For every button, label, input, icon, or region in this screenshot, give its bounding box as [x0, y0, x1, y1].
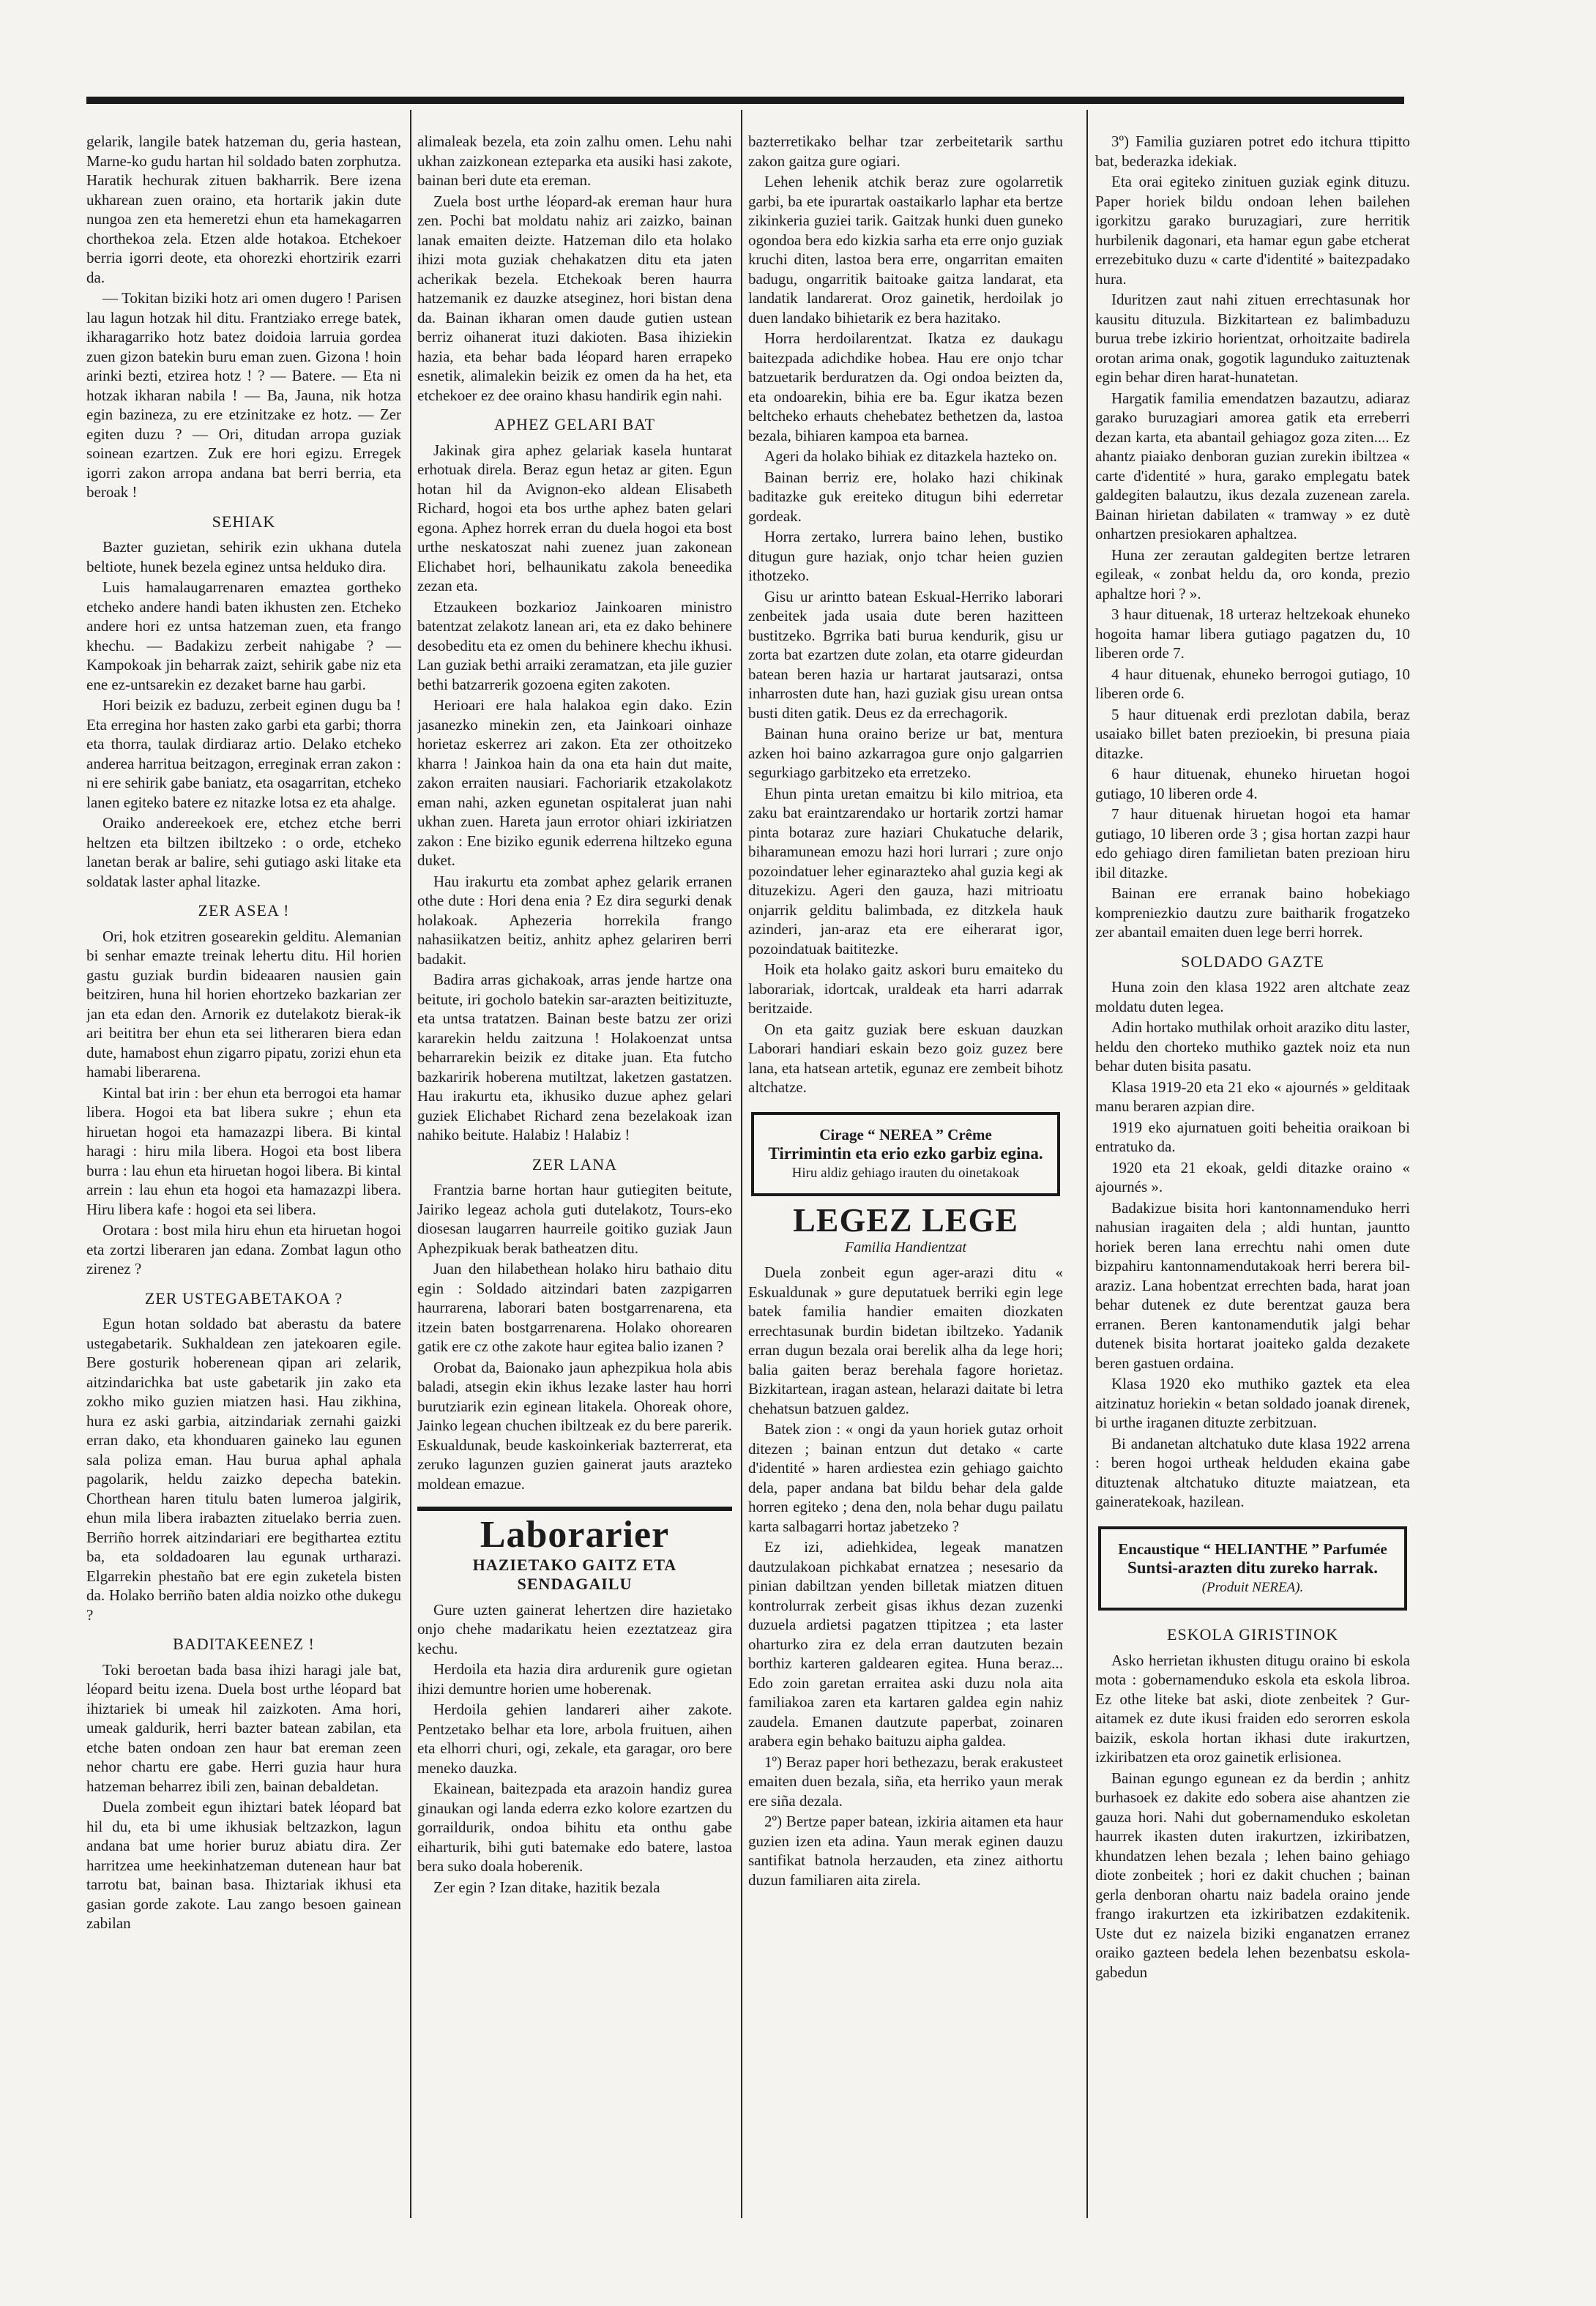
- paragraph: Luis hamalaugarrenaren emaztea gortheko etcheko andere handi baten ikhusten zen. Etcheko andere hori ez untsa hatzeman zuen, eta frango khechu. — Badakizu zerbeit nahigabe ? — Kampokoak jin beharrak zaizt, sehirik gabe niz eta ene ez-untsarekin ez dezaket barne hau garbi.: [86, 578, 401, 693]
- paragraph: Eta orai egiteko zinituen guziak egink dituzu. Paper horiek bildu ondoan lehen bailehen igorkitzu garako buruzagiari, zure herritik hurbilenik dagonari, eta hamar egun gabe etcherat errezebituko duzu « carte d'identité » baitezpadako hura.: [1095, 173, 1410, 288]
- paragraph: — Tokitan biziki hotz ari omen dugero ! Parisen lau lagun hotzak hil ditu. Frantziako errege batek, ikharagarriko hotz batez doidoia larruia gordea zuen gizon batekin buru eman zuen. Gizona ! hoin arinki bezti, etzirea hotz ! ? — Batere. — Eta ni hotzak ikharan nabila ! — Ba, Jauna, nik hotza egin bazineza, zu ere etzinitzake ez hotz. — Zer egiten duzu ? — Ori, ditudan arropa guziak soinean ezartzen. Zuk ere hori egizu. Erregek igorri zakon arropa andana bat berri berria, eta beroak !: [86, 289, 401, 501]
- paragraph: Horra zertako, lurrera baino lehen, bustiko ditugun gure haziak, onjo tchar heien guzien ithotzeko.: [748, 528, 1063, 584]
- paragraph: Orotara : bost mila hiru ehun eta hiruetan hogoi eta zortzi liberaren jan edana. Zombat lagun otho zirenez ?: [86, 1221, 401, 1277]
- paragraph: bazterretikako belhar tzar zerbeitetarik sarthu zakon gaitza gure ogiari.: [748, 133, 1063, 170]
- paragraph: Hori beizik ez baduzu, zerbeit eginen dugu ba ! Eta erregina hor hasten zako garbi eta garbi; thorra eta thorra, taulak dirdiaraz artio. Delako etcheko anderea harritua beitzagon, erreginak erran zakon : ni ere sehirik gabe baniatz, eta osagarritan, etcheko lanen egiteko batere ez nitazke lotsa ez eta ahalge.: [86, 696, 401, 811]
- paragraph: Huna zer zerautan galdegiten bertze letraren egileak, « zonbat heldu da, oro konda, prezio aphaltze hori ? ».: [1095, 545, 1410, 602]
- paragraph: Juan den hilabethean holako hiru bathaio ditu egin : Soldado aitzindari baten zazpigarren haurrarena, laborari baten bostgarrenarena, eta itzein baten bostgarrenarena. Holako ohorearen gatik ere cz othe zakote haur egitea balio izanen ?: [417, 1260, 732, 1355]
- section-heading: APHEZ GELARI BAT: [493, 415, 656, 433]
- paragraph: Bainan huna oraino berize ur bat, mentura azken hoi baino azkarragoa gure onjo galgarrien segurkiago garbitzeko eta erretzeko.: [748, 725, 1063, 781]
- paragraph: Gure uzten gainerat lehertzen dire hazietako onjo chehe madarikatu heien ezeztatzeaz gira kechu.: [417, 1600, 732, 1657]
- paragraph: Orobat da, Baionako jaun aphezpikua hola abis baladi, atsegin ekin ikhus lezake laster hau horri burutziarik ezin eginean litakela. Ohoreak ohore, Jainko legean chuchen ibiltzeak ez du bere parerik. Eskualdunak, beude kaskoinkeriak bazterrerat, eta zeruko lagunzen guzien gainerat jauts arazteko moldean emazue.: [417, 1358, 732, 1493]
- paragraph: Zer egin ? Izan ditake, hazitik bezala: [433, 1878, 660, 1896]
- ad-text: Hiru aldiz gehiago irauten du oinetakoak: [791, 1165, 1020, 1181]
- paragraph: Bainan ere erranak baino hobekiago kompreniezkio dautzu zure baitharik frogatzeko zer abantail emaiten duen lege berri horrek.: [1095, 884, 1410, 941]
- paragraph: gelarik, langile batek hatzeman du, geria hastean, Marne-ko gudu hartan hil soldado baten zorphutza. Haratik hechurak zituen bakharrik. Bere izena ukharean zuen oraino, eta hortarik jakin dute nungoa zen eta hemeretzi ehun eta hamekagarren chorthekoa zela. Etzen alde hotakoa. Etchekoer berria igorri deote, eta ohorezki ehortzirik ezarri da.: [86, 133, 401, 286]
- paragraph: Bainan egungo egunean ez da berdin ; anhitz burhasoek ez dakite edo sobera aise ahantzen zie gauza hori. Nahi dut gobernamenduko eskoletan haurrek ikasten duten irakurtzen, izkiribatzen, khundatzen lehen bezala ; lehen baino gehiago diote zonbeitek ; hori ez dakit chuchen ; bainan gerla denboran ohartu naiz badela oraino jende frango irakurtzen eta izkiribatzen ezdakitenik. Uste dut ez naizela biziki enganatzen erranez oraiko gazteen bedela lehen bezenbatsu eskola-gabedun: [1095, 1769, 1410, 1981]
- paragraph: Hau irakurtu eta zombat aphez gelarik erranen othe dute : Hori dena enia ? Ez dira segurki denak holakoak. Aphezeria horrekila frango nahasiikatzen beitiz, anhitz aphez gelariren berri badakit.: [417, 872, 732, 968]
- paragraph: 4 haur dituenak, ehuneko berrogoi gutiago, 10 liberen orde 6.: [1095, 665, 1410, 702]
- ad-brand: Encaustique “ HELIANTHE ” Parfumée: [1118, 1540, 1387, 1558]
- column-divider: [410, 110, 411, 2218]
- paragraph: Ez izi, adiehkidea, legeak manatzen dautzulakoan pichkabat ernatzea ; nesesario da pinian dabiltzan yenden billetak miatzen dituen kontrolurrak zerbeit gisas ikhus dezan zuzenki duzuela ardietsi pagatzen ttipitzea ; eta laster oharturko zira ez dela erran dautzuten bezain borthiz karteren galdearen egitea. Huna beraz... Edo zoin garetan erraitea aski duzu nola aita familiakoa zaren eta kartaren galdea egin nahiz zaudela. Emanen dautzute paperbat, zoinaren arabera egin behako baituzu aipha galdea.: [748, 1538, 1063, 1750]
- paragraph: Etzaukeen bozkarioz Jainkoaren ministro batentzat zelakotz lanean ari, eta ez dako behinere desobeditu eta ez omen du behinere khechu ikhusi. Lan guziak bethi arraiki zeramatzan, eta jile guzier bethi batzarrerik gozoena egiten zakoten.: [417, 597, 732, 693]
- paragraph: On eta gaitz guziak bere eskuan dauzkan Laborari handiari eskain bezo goiz guzez bere lana, eta hatsean artetik, egunaz ere zembeit bihotz altchatze.: [748, 1020, 1063, 1096]
- paragraph: Ori, hok etzitren gosearekin gelditu. Alemanian bi senhar emazte treinak lehertu ditu. Hil horien gastu guziak burdin bideaaren nausien gain beitziren, huna hil horien ehortzeko bazkarian zer jan eta edan den. Arnorik ez dutelakotz bierak-ik ari beititra ber ehun eta sei litheraren biera edan dute, hamabost ehun zigarro pipatu, zorizi ehun eta hamabi liberarena.: [86, 927, 401, 1081]
- paragraph: Adin hortako muthilak orhoit araziko ditu laster, heldu den chorteko muthiko gaztek noiz eta nun behar duten bisita pasatu.: [1095, 1018, 1410, 1075]
- paragraph: Frantzia barne hortan haur gutiegiten beitute, Jairiko legeaz achola guti dutelakotz, Tours-eko diosesan laugarren haurreile goitiko guziak Jaun Aphezpikuak berak batheatzen ditu.: [417, 1181, 732, 1257]
- paragraph: 7 haur dituenak hiruetan hogoi eta hamar gutiago, 10 liberen orde 3 ; gisa hortan zazpi haur edo gehiago diren familietan baten prezioan hiru ibil ditazke.: [1095, 805, 1410, 881]
- paragraph: 1919 eko ajurnatuen goiti beheitia oraikoan bi entratuko da.: [1095, 1118, 1410, 1155]
- paragraph: Huna zoin den klasa 1922 aren altchate zeaz moldatu duten legea.: [1095, 978, 1410, 1015]
- paragraph: Bazter guzietan, sehirik ezin ukhana dutela beltiote, hunek bezela eginez untsa helduko dira.: [86, 538, 401, 575]
- paragraph: 1º) Beraz paper hori bethezazu, berak erakusteet emaiten duen bezala, siña, eta herriko yaun merak ere siña dezala.: [748, 1753, 1063, 1810]
- advertisement-helianthe: [1098, 1526, 1407, 1611]
- section-heading: ESKOLA GIRISTINOK: [1167, 1625, 1338, 1643]
- section-heading: ZER USTEGABETAKOA ?: [144, 1288, 343, 1307]
- paragraph: Herdoila eta hazia dira ardurenik gure ogietan ihizi demuntre horien ume hoberenak.: [417, 1660, 732, 1698]
- paragraph: 5 haur dituenak erdi prezlotan dabila, beraz usaiako billet baten prezioekin, bi presuna piaia ditazke.: [1095, 705, 1410, 762]
- section-heading: HAZIETAKO GAITZ ETA SENDAGAILU: [472, 1555, 677, 1593]
- paragraph: Zuela bost urthe léopard-ak ereman haur hura zen. Pochi bat moldatu nahiz ari zaizko, bainan lanak emaiten deizte. Hatzeman dilo eta holako ihizi mota guziak chehakatzen ditu eta jaten acherikak bezela. Etchekoak beren haurra hatzemanik ez dauzke atseginez, hori bistan dena da. Bainan ikharan omen daude gutien ustean berriz oihanerat ituzi dakioten. Basa ihiziekin hazia, eta behar bada léopard haren errapeko esnetik, alimalekin beizik ez omen da ha het, eta etchekoer ez dee oraino khasu handirik egin nahi.: [417, 192, 732, 404]
- section-subtitle: Familia Handientzat: [844, 1239, 967, 1255]
- column-divider: [741, 110, 742, 2218]
- column-3: [748, 132, 1063, 2233]
- paragraph: Herioari ere hala halakoa egin dako. Ezin jasanezko minekin zen, eta Jainkoari oinhaze horietaz eskerrez ari zakon. Eta zer othoitzeko kharra ! Jainkoa hain da ona eta hain dut maite, zakon erraiten nausiari. Fachoriarik etzakolakotz eman nahi, azken egunetan ospitalerat juan nahi ukhan zuen. Hareta jaun errotor ohiari izkiriatzen zakon : Ene biziko egunik ederrena hiltzeko eguna duket.: [417, 696, 732, 869]
- ad-text: Suntsi-arazten ditu zureko harrak.: [1127, 1559, 1379, 1577]
- paragraph: Hoik eta holako gaitz askori buru emaiteko du laborariak, idortcak, uraldeak eta harri adarrak beritzaide.: [748, 960, 1063, 1017]
- section-heading: BADITAKEENEZ !: [173, 1635, 315, 1653]
- paragraph: Badakizue bisita hori kantonnamenduko herri nahusian iragaiten dela ; aldi huntan, jauntto horiek beren lana errechtu nahi omen dute bizpahiru kantonnamendutakoak herri berera bil-araziz. Lana hobentzat errechten bada, harat joan behar dutenek ez dute berentzat gauza bera erranen. Beren kantonamendutik jalgi behar dutenek bisita hortarat joaiteko galda dezakete beren gastuen ordaina.: [1095, 1198, 1410, 1372]
- ad-text: Tirrimintin eta erio ezko garbiz egina.: [768, 1144, 1043, 1163]
- advertisement-cirage: [751, 1112, 1060, 1197]
- section-title: Laborarier: [480, 1514, 670, 1556]
- paragraph: Duela zombeit egun ihiztari batek léopard bat hil du, eta bi ume ikhusiak beltzazkon, lagun andana bat ume horier buruz abiatu dira. Zer harritzea ume heekinhatzeman dutenean haur bat tarrotu bat, bainan basa. Ihiztariak ikhusi eta gasian gorde zakote. Lau zango besoen gainean zabilan: [86, 1798, 401, 1932]
- paragraph: Lehen lehenik atchik beraz zure ogolarretik garbi, ba ete ipurartak oastaikarlo laphar eta bertze zikinkeria guziei tarik. Gaitzak hunki duen guneko ogondoa bera edo kizkia sarha eta erre onjo guziak kruchi diten, lastoa bera erre, ongarritan emaiten badugu, ongarritik baitoake gaitza landarat, eta landatik landarerat. Oroz gainetik, herdoilak jo duen landako bihietarik ez bera hazitako.: [748, 173, 1063, 327]
- section-heading: ZER ASEA !: [198, 901, 290, 919]
- paragraph: Iduritzen zaut nahi zituen errechtasunak hor kausitu dituzula. Bizkitartean ez balimbaduzu burua trebe izkirio horientzat, orhoitzaite badirela orotan arima onak, gogotik lagunduko zaituztenak egin behar diren harat-hunatetan.: [1095, 291, 1410, 386]
- paragraph: Toki beroetan bada basa ihizi haragi jale bat, léopard beitu izena. Duela bost urthe léopard bat ihiztariek bi umeak hil zaizkoten. Ama hori, umeak galdurik, herri bazter batean zabilan, eta etche baten ondoan zen haur bat ereman zeen nehor chartu ere gabe. Herri guzia haur hura hatzeman beharrez ibili zen, bainan debaldetan.: [86, 1660, 401, 1795]
- column-2: [417, 132, 732, 2233]
- paragraph: 6 haur dituenak, ehuneko hiruetan hogoi gutiago, 10 liberen orde 4.: [1095, 765, 1410, 802]
- section-heading: SEHIAK: [212, 512, 276, 531]
- paragraph: Oraiko andereekoek ere, etchez etche berri heltzen eta biltzen ibiltzeko : o orde, etcheko lanetan berak ar balire, sehi gutiago aski litake eta soldatak laster aphal litazke.: [86, 814, 401, 890]
- column-4: [1095, 132, 1410, 2233]
- paragraph: Klasa 1919-20 eta 21 eko « ajournés » gelditaak manu beraren azpian dire.: [1095, 1078, 1410, 1115]
- section-heading: ZER LANA: [532, 1154, 618, 1173]
- paragraph: Ageri da holako bihiak ez ditazkela hazteko on.: [764, 447, 1058, 465]
- paragraph: alimaleak bezela, eta zoin zalhu omen. Lehu nahi ukhan zaizkonean ezteparka eta ausiki hasi zakote, bainan beri dute eta ereman.: [417, 133, 732, 189]
- paragraph: Egun hotan soldado bat aberastu da batere ustegabetarik. Sukhaldean zen jatekoaren egile. Bere gosturik hoberenean qipan ari zelarik, aitzindarichka bat uste gabetarik jin zako eta zokho miko guzien miatzen hasi. Hau zikhina, hura ez aski garbia, aitzindariak zernahi gaizki erran dako, eta khonduaren gaineko lau egunen sala poliza eman. Hau burua aphal aphala pagolarik, heldu zaizko depecha batekin. Chorthean haren titulu baten lumeroa jalgirik, ehun mila libera irabazten zituelako berria zuen. Berriño horrek aitzindariari ere begithartea eztitu ba, eta soldadoaren lau egunak urtharazi. Elgarrekin phestaño bat ere egin zuketela bisten da. Holako berriño baten aldia noizko othe dukegu ?: [86, 1315, 401, 1624]
- section-title: LEGEZ LEGE: [793, 1201, 1018, 1239]
- ad-text: (Produit NEREA).: [1201, 1579, 1304, 1595]
- section-heading: SOLDADO GAZTE: [1181, 952, 1324, 971]
- paragraph: Batek zion : « ongi da yaun horiek gutaz orhoit ditezen ; bainan entzun dut detako « carte d'identité » haren ardiestea ezin gehiago gaichto dela, paper andana bat bildu behar dela galde horren egiteko ; dena den, nola behar dugu pailatu karta salbagarri hortaz jabetzeko ?: [748, 1420, 1063, 1535]
- paragraph: Gisu ur arintto batean Eskual-Herriko laborari zenbeitek jada usaia dute beren hazitteen bustitzeko. Bgrrika bati burua kendurik, gisu ur zorta bat ezartzen dute zolan, eta otarre gideurdan batean beren hazia ur hartarat jautsarazi, ontsa inharrosten dute han, hazi guziak gisu urean ontsa busti diten gatik. Deus ez da errechagorik.: [748, 587, 1063, 722]
- paragraph: Ekainean, baitezpada eta arazoin handiz gurea ginaukan ogi landa ederra ezko kolore ezartzen du gorraildurik, ondoa bihitu eta onthu gabe eiharturik, bihi guti batemake edo batere, lastoa bera suko doala hoberenik.: [417, 1780, 732, 1875]
- paragraph: Horra herdoilarentzat. Ikatza ez daukagu baitezpada adichdike hobea. Hau ere onjo tchar batzuetarik berduratzen da. Ogi ondoa beizten da, eta ondoarekin, bihia ere ba. Egur ikatza bezen beltcheko erhauts chehebatez bethetzen da, lastoa bezala, bihiaren kampoa eta barnea.: [748, 329, 1063, 444]
- paragraph: Ehun pinta uretan emaitzu bi kilo mitrioa, eta zaku bat eraintzarendako ur hortarik zortzi hamar pinta botaraz zure haziari Chukatuche delarik, biharamunean emozu hazi hori lurrari ; zure onjo pozoindatuer leher eginarazteko ahal guzia kegi ak dituzekizu. Ageri den gauza, hazi mitrioatu onjarrik gelditu balimbada, ez ditzkela hauk azinderi, jan-araz eta ere eiherarat igor, pozoindatuak baititezke.: [748, 784, 1063, 958]
- paragraph: Herdoila gehien landareri aiher zakote. Pentzetako belhar eta lore, arbola fruituen, aihen eta elhorri churi, ogi, zekale, eta garagar, oro bere meneko dauzka.: [417, 1701, 732, 1777]
- paragraph: Jakinak gira aphez gelariak kasela huntarat erhotuak direla. Beraz egun hetaz ar giten. Egun hotan hil da Avignon-eko aldean Elisabeth Richard, hogoi eta bos urthe aphez baten gelari egona. Aphez horrek erran du duela hogoi eta bost urthe neskatoszat nahi zuenez juan zakonean Elichabet hori, belhaunikatu zakola beneedika zezan eta.: [417, 441, 732, 594]
- paragraph: Kintal bat irin : ber ehun eta berrogoi eta hamar libera. Hogoi eta bat libera sukre ; ehun eta hiruetan hogoi eta hamazazpi libera. Bi kintal haragi : hiru mila libera. Hogoi eta bost libera burra : lau ehun eta hiruetan hogoi libera. Bi kintal arrein : lau ehun eta hogoi eta hamazazpi libera. Hiru libera kafe : hogoi eta sei libera.: [86, 1083, 401, 1218]
- paragraph: Asko herrietan ikhusten ditugu oraino bi eskola mota : gobernamenduko eskola eta eskola libroa. Ez othe liteke bat aski, diote zenbeitek ? Gur-aitamek ez dute ikusi fraiden edo serorren eskola baizik, eskola hortan ikhasi dute irakurtzen, izkiribatzen eta oroz gainetik erlisionea.: [1095, 1651, 1410, 1766]
- paragraph: Bi andanetan altchatuko dute klasa 1922 arrena : beren hogoi urtheak helduden ekaina gabe dituztenak altchatuko dituzte maiatzean, eta gaineratekoak, hazilean.: [1095, 1434, 1410, 1510]
- paragraph: Badira arras gichakoak, arras jende hartze ona beitute, iri gocholo batekin sar-arazten beitizituzte, eta untsa tratatzen. Bainan beste batzu zer orizi kararekin heldu zaitzuna ! Holakoenzat untsa beharrarekin beizik ez ditake juan. Eta futcho bazkaririk hoberena mutiltzat, laketzen gastatzen. Hau irakurtu eta, ikhusiko duzue aphez gelari guziek Elichabet Richard zena bezelakoak izan nahiko beitute. Halabiz ! Halabiz !: [417, 971, 732, 1143]
- paragraph: Bainan berriz ere, holako hazi chikinak baditazke guk ereiteko ditugun bihi ederretar gordeak.: [748, 468, 1063, 525]
- section-rule: [417, 1507, 732, 1511]
- column-1: [86, 132, 401, 2233]
- ad-brand: Cirage “ NEREA ” Crême: [819, 1125, 992, 1143]
- masthead-rule: [86, 97, 1404, 104]
- paragraph: 3 haur dituenak, 18 urteraz heltzekoak ehuneko hogoita hamar libera gutiago pagatzen du, 10 liberen orde 7.: [1095, 605, 1410, 662]
- paragraph: Duela zonbeit egun ager-arazi ditu « Eskualdunak » gure deputatuek berriki egin lege batek familia handier emaiten diozkaten errechtasunak burdin bidetan ibiltzeko. Yadanik erran dugun bezala orai berelik alha da lege hori; balia gaiten beraz berehala fagore horietaz. Bizkitartean, iragan astean, helarazi daitate bi letra chehatsun batzuen galdez.: [748, 1264, 1063, 1417]
- paragraph: 1920 eta 21 ekoak, geldi ditazke oraino « ajournés ».: [1095, 1158, 1410, 1195]
- column-divider: [1086, 110, 1088, 2218]
- paragraph: 2º) Bertze paper batean, izkiria aitamen eta haur guzien izen eta adina. Yaun merak eginen dauzu santifikat batnola herzauden, eta zinez aithortu duzun familiaren aita zirela.: [748, 1813, 1063, 1889]
- paragraph: Klasa 1920 eko muthiko gaztek eta elea aitzinatuz horiekin « betan soldado joanak direnek, bi urthe iraganen dituzte zerbitzuan.: [1095, 1375, 1410, 1431]
- paragraph: 3º) Familia guziaren potret edo itchura ttipitto bat, bederazka idekiak.: [1095, 133, 1410, 170]
- paragraph: Hargatik familia emendatzen bazautzu, adiaraz garako buruzagiari amorea gatik eta erreberri dezan karta, eta abantail gehiagoz goza ziten.... Ez ahantz piaiako denboran guzian zurekin ibiltzea « carte d'identité » hura, garako emplegatu batek galdegiten balautzu, ikus dezala zuzenean zarela. Bainan hirietan dabilaten « tramway » ez dutè onhartzen presiokaren aphaltzea.: [1095, 389, 1410, 542]
